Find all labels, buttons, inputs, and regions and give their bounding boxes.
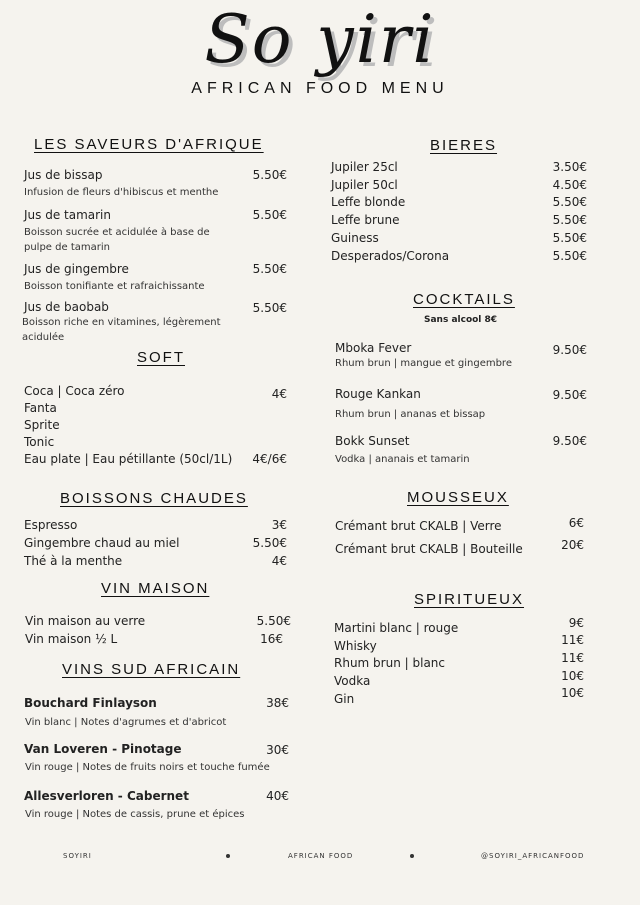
footer-handle: @SOYIRI_AFRICANFOOD — [481, 852, 585, 860]
item-price: 30€ — [266, 743, 289, 757]
item-price: 11€ — [561, 651, 584, 665]
item-price: 6€ — [568, 516, 584, 530]
item-name: Jus de bissap — [24, 168, 103, 182]
item-name: Jus de baobab — [24, 300, 109, 314]
item-name: Leffe brune — [331, 213, 400, 227]
section-title-cocktails: COCKTAILS — [413, 291, 515, 308]
item-name: Tonic — [24, 435, 55, 449]
item-name: Guiness — [331, 231, 379, 245]
item-price: 5.50€ — [252, 301, 287, 315]
item-name: Eau plate | Eau pétillante (50cl/1L) — [24, 452, 233, 466]
item-name: Crémant brut CKALB | Bouteille — [335, 542, 523, 556]
section-title-vin-maison: VIN MAISON — [101, 580, 210, 597]
item-name: Fanta — [24, 401, 57, 415]
section-title-boissons-chaudes: BOISSONS CHAUDES — [60, 490, 248, 507]
item-price: 4€/6€ — [252, 452, 287, 466]
item-description: Boisson riche en vitamines, légèrement acidulée — [22, 317, 221, 343]
item-description: Infusion de fleurs d'hibiscus et menthe — [24, 187, 219, 198]
item-price: 4€ — [271, 554, 287, 568]
item-name: Espresso — [24, 518, 78, 532]
item-price: 5.50€ — [252, 536, 287, 550]
item-name: Jus de gingembre — [24, 262, 129, 276]
item-price: 38€ — [266, 696, 289, 710]
item-name: Rhum brun | blanc — [334, 656, 445, 670]
section-title-mousseux: MOUSSEUX — [407, 489, 509, 506]
section-title-soft: SOFT — [137, 349, 185, 366]
item-name: Thé à la menthe — [24, 554, 123, 568]
item-name: Crémant brut CKALB | Verre — [335, 519, 502, 533]
menu-subtitle: AFRICAN FOOD MENU — [191, 80, 449, 97]
section-title-spiritueux: SPIRITUEUX — [414, 591, 525, 608]
item-name: Jus de tamarin — [24, 208, 111, 222]
item-price: 5.50€ — [256, 614, 291, 628]
item-price: 3.50€ — [552, 160, 587, 174]
section-title-saveurs: LES SAVEURS D'AFRIQUE — [34, 136, 264, 153]
item-price: 5.50€ — [252, 208, 287, 222]
item-name: Van Loveren - Pinotage — [24, 742, 182, 756]
logo: So yiri — [204, 1, 436, 78]
item-description: Boisson sucrée et acidulée à base de pulpe de tamarin — [24, 227, 210, 253]
footer-brand: SOYIRI — [63, 852, 92, 860]
item-name: Gin — [334, 692, 355, 706]
item-description: Rhum brun | ananas et bissap — [335, 409, 486, 420]
item-price: 40€ — [266, 789, 289, 803]
footer-separator-dot — [226, 854, 230, 858]
item-name: Whisky — [334, 639, 377, 653]
item-name: Vin maison au verre — [25, 614, 146, 628]
item-name: Rouge Kankan — [335, 387, 421, 401]
cocktails-note: Sans alcool 8€ — [424, 315, 498, 325]
footer-separator-dot — [410, 854, 414, 858]
item-name: Bokk Sunset — [335, 434, 410, 448]
item-price: 4.50€ — [552, 178, 587, 192]
item-price: 4€ — [271, 387, 287, 401]
item-description: Rhum brun | mangue et gingembre — [335, 358, 512, 369]
item-name: Gingembre chaud au miel — [24, 536, 180, 550]
item-name: Allesverloren - Cabernet — [24, 789, 189, 803]
item-name: Sprite — [24, 418, 60, 432]
item-name: Vin maison ½ L — [25, 632, 118, 646]
item-price: 5.50€ — [252, 262, 287, 276]
item-description: Vodka | ananais et tamarin — [335, 454, 470, 465]
item-price: 11€ — [561, 633, 584, 647]
item-description: Vin rouge | Notes de cassis, prune et épices — [25, 809, 245, 820]
item-name: Desperados/Corona — [331, 249, 450, 263]
item-price: 5.50€ — [252, 168, 287, 182]
item-price: 16€ — [260, 632, 283, 646]
item-name: Jupiler 50cl — [331, 178, 398, 192]
footer-tagline: AFRICAN FOOD — [288, 852, 354, 860]
section-title-vins-sud-africain: VINS SUD AFRICAIN — [62, 661, 241, 678]
item-name: Vodka — [334, 674, 371, 688]
item-price: 5.50€ — [552, 231, 587, 245]
item-price: 9€ — [568, 616, 584, 630]
item-name: Coca | Coca zéro — [24, 384, 125, 398]
item-description: Vin blanc | Notes d'agrumes et d'abricot — [25, 717, 227, 728]
item-price: 20€ — [561, 538, 584, 552]
item-name: Leffe blonde — [331, 195, 406, 209]
section-title-bieres: BIERES — [430, 137, 498, 154]
item-price: 9.50€ — [552, 343, 587, 357]
item-name: Bouchard Finlayson — [24, 696, 157, 710]
item-name: Martini blanc | rouge — [334, 621, 459, 635]
item-price: 5.50€ — [552, 249, 587, 263]
item-price: 5.50€ — [552, 213, 587, 227]
item-name: Jupiler 25cl — [331, 160, 398, 174]
item-price: 3€ — [271, 518, 287, 532]
item-price: 5.50€ — [552, 195, 587, 209]
item-description: Vin rouge | Notes de fruits noirs et touche fumée — [25, 762, 270, 773]
item-description: Boisson tonifiante et rafraichissante — [24, 281, 205, 292]
item-price: 10€ — [561, 686, 584, 700]
item-price: 9.50€ — [552, 388, 587, 402]
item-name: Mboka Fever — [335, 341, 412, 355]
item-price: 9.50€ — [552, 434, 587, 448]
item-price: 10€ — [561, 669, 584, 683]
